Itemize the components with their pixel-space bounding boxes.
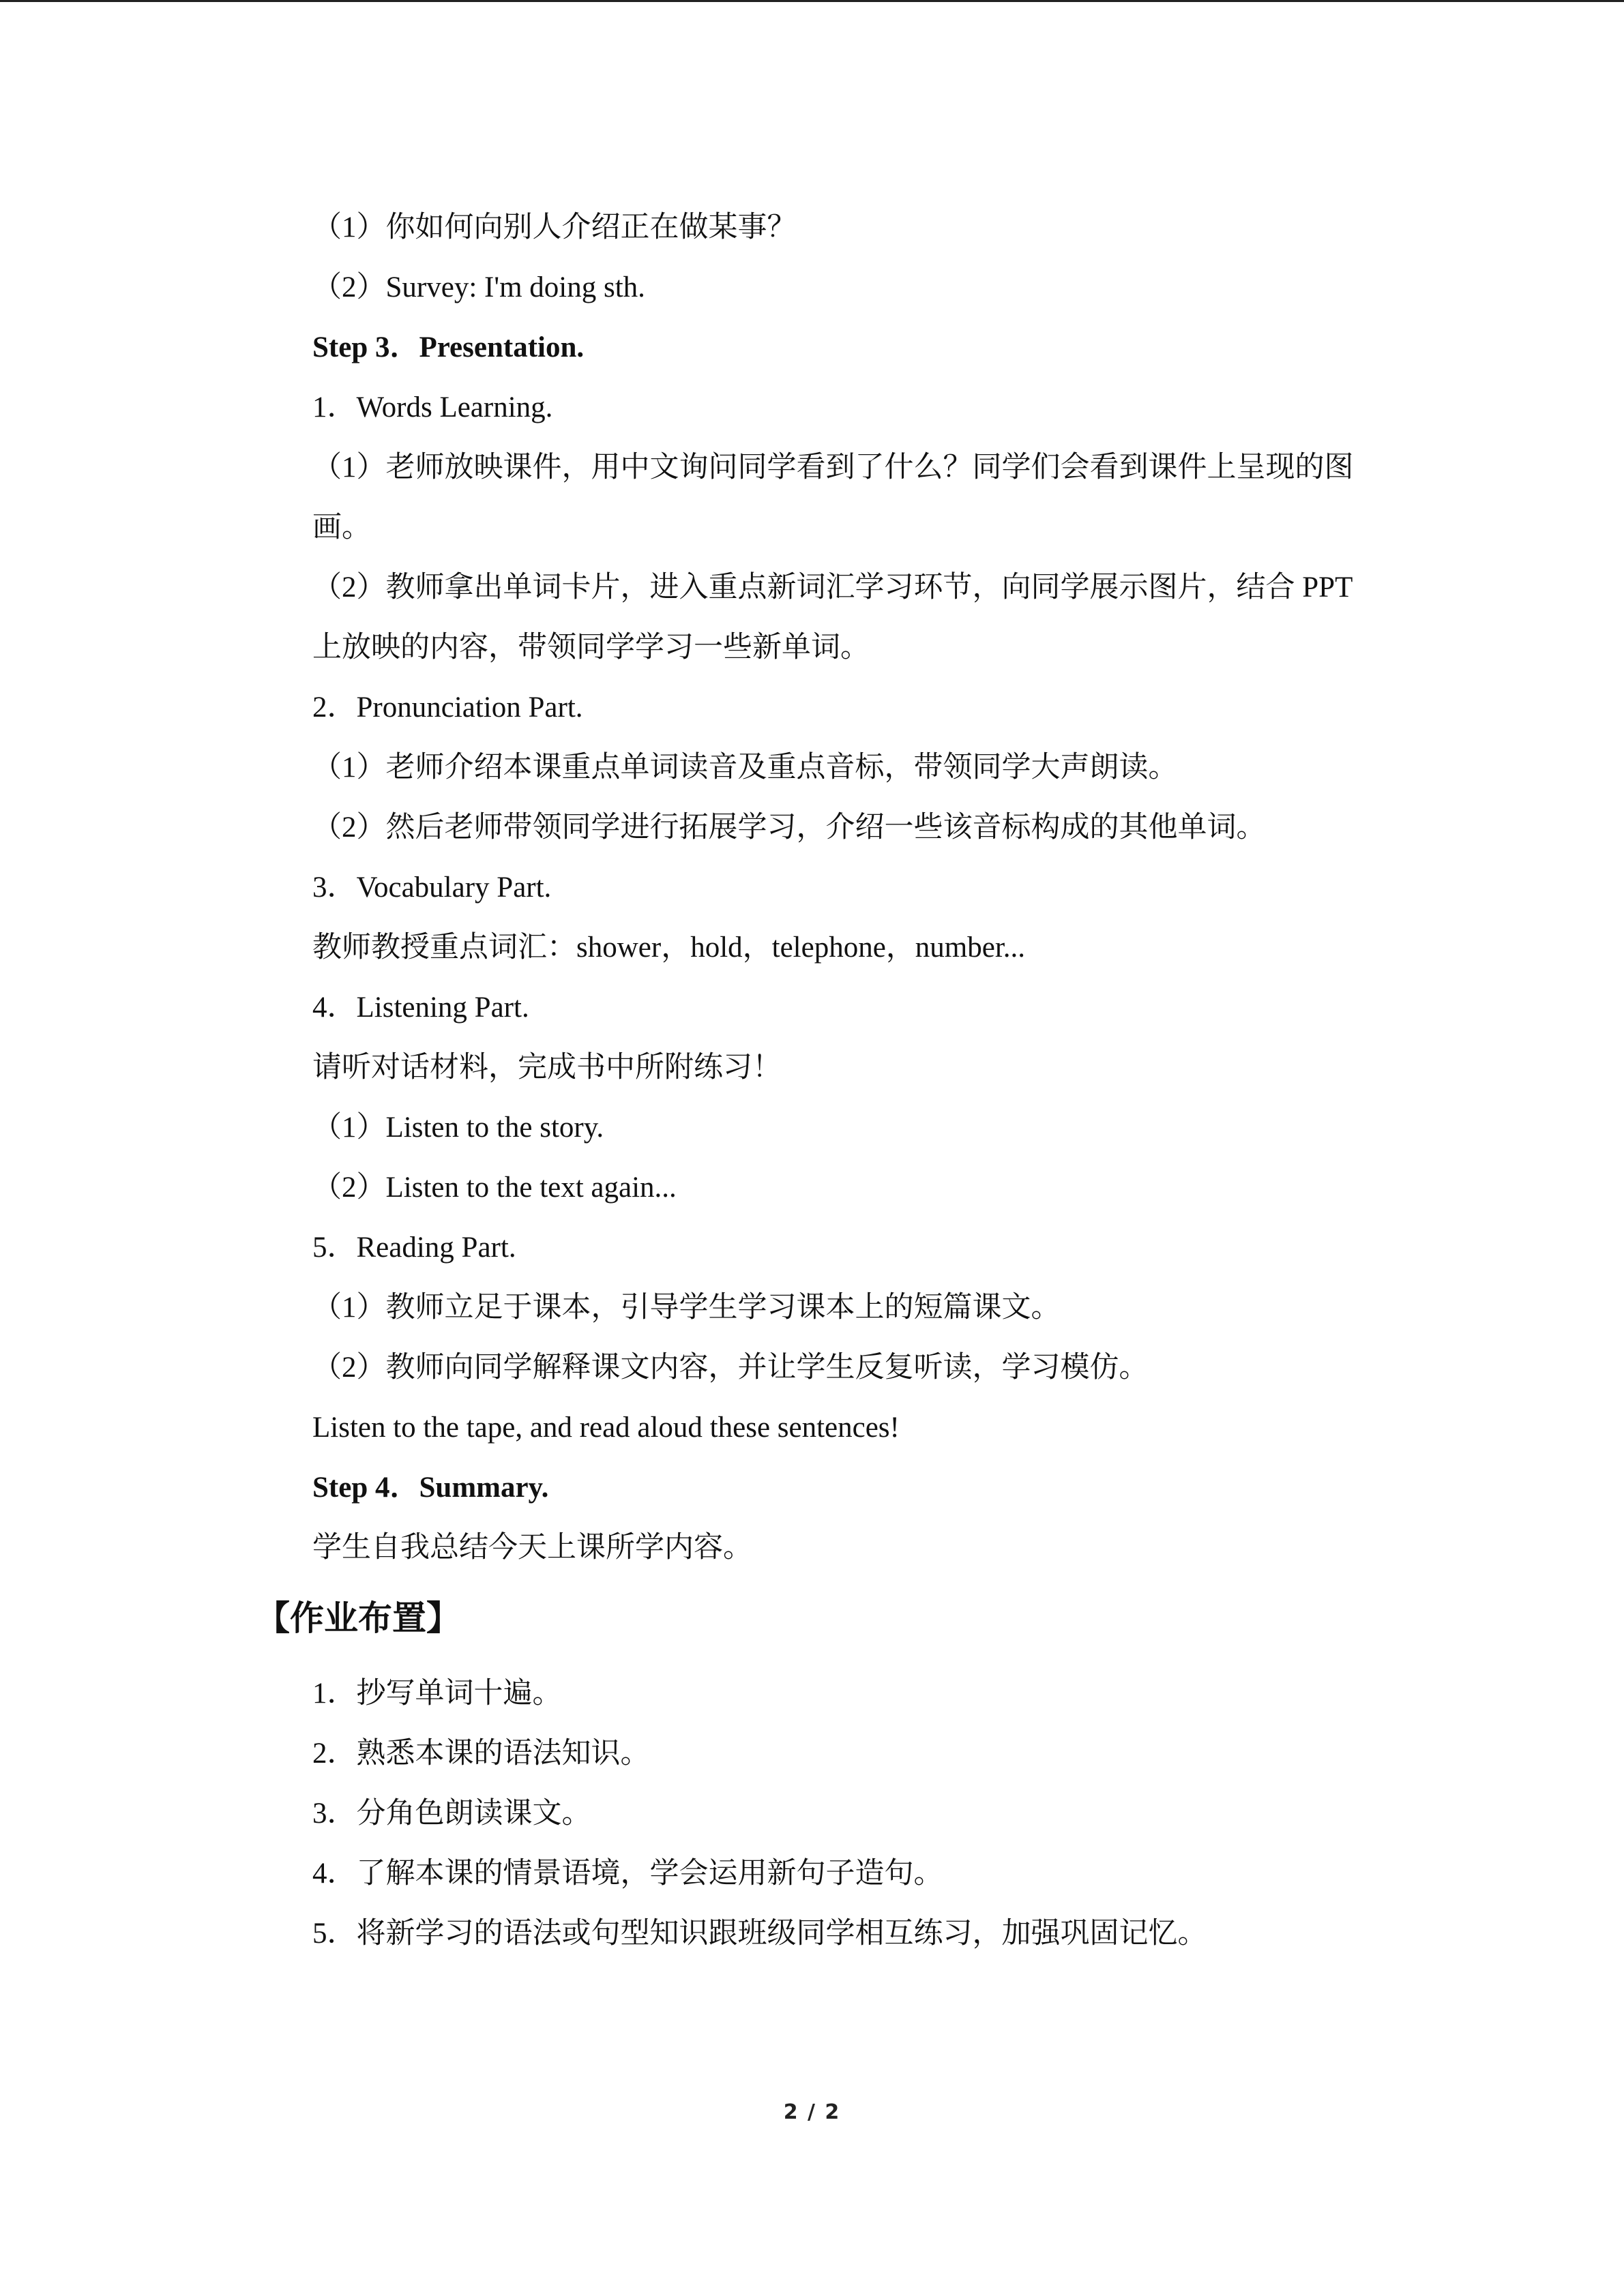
words-learning-item-1: （1）老师放映课件，用中文询问同学看到了什么？同学们会看到课件上呈现的图画。 [312, 451, 1354, 543]
reading-item-1: （1）教师立足于课本，引导学生学习课本上的短篇课文。 [312, 1292, 1061, 1324]
homework-heading: 【作业布置】 [256, 1598, 460, 1638]
pronunciation-item-1: （1）老师介绍本课重点单词读音及重点音标，带领同学大声朗读。 [312, 751, 1178, 784]
step4-text: 学生自我总结今天上课所学内容。 [312, 1532, 752, 1564]
listening-title: 4．Listening Part. [312, 992, 529, 1024]
homework-item-4: 4．了解本课的情景语境，学会运用新句子造句。 [312, 1858, 943, 1890]
page-number: 2 / 2 [783, 2100, 841, 2124]
homework-list [312, 1664, 1376, 1964]
step3-heading: Step 3．Presentation. [312, 331, 585, 363]
pronunciation-title: 2．Pronunciation Part. [312, 691, 583, 724]
vocabulary-title: 3．Vocabulary Part. [312, 871, 552, 904]
vocabulary-text: 教师教授重点词汇：shower，hold，telephone，number... [312, 931, 1026, 964]
reading-note: Listen to the tape, and read aloud these sentences! [312, 1412, 900, 1444]
homework-item-2: 2．熟悉本课的语法知识。 [312, 1738, 650, 1770]
reading-item-2: （2）教师向同学解释课文内容，并让学生反复听读，学习模仿。 [312, 1352, 1149, 1384]
document-body [256, 198, 1376, 1964]
homework-item-3: 3．分角色朗读课文。 [312, 1798, 591, 1830]
top-border-rule [0, 0, 1624, 2]
homework-item-1: 1．抄写单词十遍。 [312, 1678, 562, 1710]
step4-heading: Step 4．Summary. [312, 1472, 549, 1504]
survey-line: （2）Survey: I'm doing sth. [312, 271, 645, 303]
words-learning-item-2: （2）教师拿出单词卡片，进入重点新词汇学习环节，向同学展示图片，结合 PPT 上放映的内容，带领同学学习一些新单词。 [312, 571, 1353, 664]
survey-question-line: （1）你如何向别人介绍正在做某事？ [312, 211, 797, 243]
listening-intro: 请听对话材料，完成书中所附练习！ [312, 1052, 782, 1084]
reading-title: 5．Reading Part. [312, 1232, 516, 1264]
listening-item-1: （1）Listen to the story. [312, 1112, 604, 1144]
pronunciation-item-2: （2）然后老师带领同学进行拓展学习，介绍一些该音标构成的其他单词。 [312, 811, 1266, 844]
words-learning-title: 1．Words Learning. [312, 391, 553, 423]
listening-item-2: （2）Listen to the text again... [312, 1172, 677, 1204]
homework-item-5: 5．将新学习的语法或句型知识跟班级同学相互练习，加强巩固记忆。 [312, 1918, 1207, 1950]
